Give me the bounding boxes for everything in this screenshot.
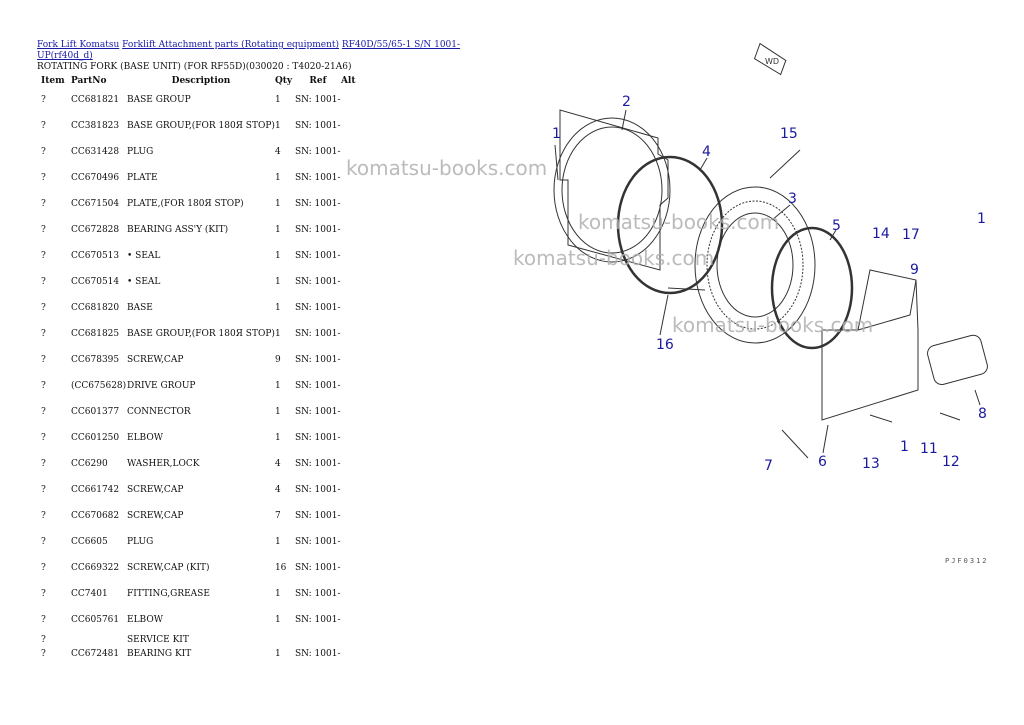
description-cell: ELBOW <box>127 432 163 443</box>
alt-cell <box>341 555 371 581</box>
parts-table <box>37 75 371 661</box>
description-cell: SCREW,CAP <box>127 354 184 365</box>
description-cell: DRIVE GROUP <box>127 380 196 391</box>
callout-number: 1 <box>900 439 909 455</box>
qty-cell: 1 <box>274 302 281 313</box>
alt-cell <box>341 529 371 555</box>
table-row <box>37 165 371 191</box>
callout-number: 6 <box>818 454 827 470</box>
callout-number: 7 <box>764 458 773 474</box>
ref-cell: SN: 1001- <box>294 94 341 105</box>
qty-cell: 16 <box>274 562 287 573</box>
ref-cell: SN: 1001- <box>294 328 341 339</box>
item-cell: ? <box>41 94 46 105</box>
qty-cell: 1 <box>274 94 281 105</box>
partno-cell: CC6290 <box>71 458 108 469</box>
screw-13 <box>870 415 892 422</box>
description-cell: BASE <box>127 302 153 313</box>
table-row <box>37 451 371 477</box>
item-cell: ? <box>41 120 46 131</box>
leader-8 <box>975 390 980 405</box>
table-row <box>37 425 371 451</box>
breadcrumb-link-model[interactable]: RF40D/55/65-1 S/N 1001- <box>341 40 461 50</box>
partno-cell: CC605761 <box>71 614 120 625</box>
table-row <box>37 217 371 243</box>
description-cell: • SEAL <box>127 250 161 261</box>
alt-cell <box>341 191 371 217</box>
qty-cell: 1 <box>274 648 281 659</box>
table-row <box>37 113 371 139</box>
alt-cell <box>341 217 371 243</box>
callout-number: 3 <box>788 191 797 207</box>
qty-cell: 1 <box>274 250 281 261</box>
ref-cell: SN: 1001- <box>294 380 341 391</box>
description-cell: CONNECTOR <box>127 406 191 417</box>
description-cell: ELBOW <box>127 614 163 625</box>
callout-number: 5 <box>832 218 841 234</box>
description-cell: SCREW,CAP <box>127 484 184 495</box>
table-row <box>37 581 371 607</box>
partno-cell: CC7401 <box>71 588 108 599</box>
qty-cell: 1 <box>274 614 281 625</box>
description-cell: PLATE,(FOR 180Я STOP) <box>127 198 244 209</box>
partno-cell: CC669322 <box>71 562 120 573</box>
diagram-svg <box>540 30 1010 590</box>
header-ref: Ref <box>309 75 327 86</box>
qty-cell: 4 <box>274 458 281 469</box>
callout-number: 4 <box>702 144 711 160</box>
callout-number: 17 <box>902 227 920 243</box>
table-header-row <box>37 75 371 87</box>
item-cell: ? <box>41 250 46 261</box>
table-row <box>37 647 371 661</box>
partno-cell <box>71 633 127 647</box>
ref-cell: SN: 1001- <box>294 406 341 417</box>
ref-cell: SN: 1001- <box>294 648 341 659</box>
item-cell: ? <box>41 510 46 521</box>
item-cell: ? <box>41 432 46 443</box>
item-cell: ? <box>41 302 46 313</box>
callout-number: 1 <box>552 126 561 142</box>
qty-cell: 1 <box>274 276 281 287</box>
header-description: Description <box>171 75 231 86</box>
alt-cell <box>341 451 371 477</box>
header-partno: PartNo <box>71 75 107 86</box>
ref-cell: SN: 1001- <box>294 614 341 625</box>
wd-label: WD <box>765 57 780 66</box>
alt-cell <box>341 269 371 295</box>
alt-cell <box>341 633 371 647</box>
item-cell: ? <box>41 458 46 469</box>
partno-cell: CC381823 <box>71 120 120 131</box>
screw-7 <box>782 430 808 458</box>
alt-cell <box>341 113 371 139</box>
item-cell: ? <box>41 614 46 625</box>
table-row <box>37 269 371 295</box>
ref-cell: SN: 1001- <box>294 458 341 469</box>
qty-cell: 1 <box>274 432 281 443</box>
item-cell: ? <box>41 484 46 495</box>
item-cell: ? <box>41 406 46 417</box>
partno-cell: CC681820 <box>71 302 120 313</box>
callout-number: 13 <box>862 456 880 472</box>
table-row <box>37 529 371 555</box>
table-row <box>37 373 371 399</box>
ref-cell: SN: 1001- <box>294 172 341 183</box>
table-row <box>37 607 371 633</box>
ref-cell: SN: 1001- <box>294 224 341 235</box>
partno-cell: CC601377 <box>71 406 120 417</box>
qty-cell: 1 <box>274 380 281 391</box>
partno-cell: CC672481 <box>71 648 120 659</box>
alt-cell <box>341 87 371 113</box>
alt-cell <box>341 321 371 347</box>
partno-cell: CC670496 <box>71 172 120 183</box>
item-cell: ? <box>41 146 46 157</box>
callout-number: 2 <box>622 94 631 110</box>
ref-cell: SN: 1001- <box>294 588 341 599</box>
qty-cell: 9 <box>274 354 281 365</box>
partno-cell: CC6605 <box>71 536 108 547</box>
alt-cell <box>341 503 371 529</box>
ref-cell: SN: 1001- <box>294 302 341 313</box>
qty-cell: 1 <box>274 224 281 235</box>
ref-cell <box>295 633 341 647</box>
alt-cell <box>341 477 371 503</box>
qty-cell: 1 <box>274 588 281 599</box>
description-cell: PLATE <box>127 172 158 183</box>
item-cell: ? <box>41 588 46 599</box>
callout-number: 16 <box>656 337 674 353</box>
qty-cell: 4 <box>274 146 281 157</box>
description-cell: PLUG <box>127 146 154 157</box>
qty-cell: 4 <box>274 484 281 495</box>
partno-cell: CC671504 <box>71 198 120 209</box>
table-row <box>37 243 371 269</box>
item-cell: ? <box>41 172 46 183</box>
qty-cell: 1 <box>274 406 281 417</box>
qty-cell: 1 <box>274 536 281 547</box>
drawing-code: PJF0312 <box>945 557 989 565</box>
alt-cell <box>341 399 371 425</box>
ref-cell: SN: 1001- <box>294 146 341 157</box>
item-cell: ? <box>41 198 46 209</box>
ref-cell: SN: 1001- <box>294 510 341 521</box>
description-cell: SCREW,CAP <box>127 510 184 521</box>
plate-ring-inner <box>562 127 662 253</box>
partno-cell: CC681825 <box>71 328 120 339</box>
table-row <box>37 477 371 503</box>
description-cell: PLUG <box>127 536 154 547</box>
table-row <box>37 139 371 165</box>
alt-cell <box>341 425 371 451</box>
qty-cell: 1 <box>274 198 281 209</box>
description-cell: BEARING KIT <box>127 648 192 659</box>
alt-cell <box>341 243 371 269</box>
breadcrumb <box>37 40 507 62</box>
partno-cell: CC681821 <box>71 94 120 105</box>
base-frame-outline <box>822 270 918 420</box>
table-row <box>37 347 371 373</box>
partno-cell: CC670682 <box>71 510 120 521</box>
description-cell: BASE GROUP,(FOR 180Я STOP) <box>127 328 275 339</box>
item-cell: ? <box>41 224 46 235</box>
drive-body <box>926 333 989 386</box>
table-row <box>37 503 371 529</box>
alt-cell <box>341 647 371 661</box>
alt-cell <box>341 347 371 373</box>
partno-cell: CC672828 <box>71 224 120 235</box>
wd-arrow <box>752 44 788 75</box>
exploded-diagram <box>540 30 1010 590</box>
callout-number: 15 <box>780 126 798 142</box>
partno-cell: (CC675628) <box>71 380 127 391</box>
description-cell: BEARING ASS'Y (KIT) <box>127 224 229 235</box>
leader-16 <box>660 295 668 335</box>
description-cell: SCREW,CAP (KIT) <box>127 562 210 573</box>
partno-cell: CC670513 <box>71 250 120 261</box>
breadcrumb-link-attachment[interactable]: Forklift Attachment parts (Rotating equipment) <box>122 40 340 50</box>
description-cell: SERVICE KIT <box>127 634 189 645</box>
table-row <box>37 321 371 347</box>
partno-cell: CC661742 <box>71 484 120 495</box>
qty-cell: 1 <box>274 172 281 183</box>
ref-cell: SN: 1001- <box>294 276 341 287</box>
qty-cell: 1 <box>274 328 281 339</box>
ref-cell: SN: 1001- <box>294 120 341 131</box>
callout-number: 12 <box>942 454 960 470</box>
parts-list-panel <box>37 40 507 661</box>
partno-cell: CC678395 <box>71 354 120 365</box>
ref-cell: SN: 1001- <box>294 562 341 573</box>
leader-6 <box>823 425 828 453</box>
alt-cell <box>341 295 371 321</box>
description-cell: • SEAL <box>127 276 161 287</box>
item-cell: ? <box>41 380 46 391</box>
callout-number: 1 <box>977 211 986 227</box>
ref-cell: SN: 1001- <box>294 250 341 261</box>
item-cell: ? <box>41 276 46 287</box>
item-cell: ? <box>41 562 46 573</box>
item-cell: ? <box>41 536 46 547</box>
ref-cell: SN: 1001- <box>294 432 341 443</box>
plate-ring-outer <box>554 118 670 262</box>
table-row <box>37 87 371 113</box>
description-cell: WASHER,LOCK <box>127 458 200 469</box>
item-cell: ? <box>41 354 46 365</box>
alt-cell <box>341 581 371 607</box>
ref-cell: SN: 1001- <box>294 198 341 209</box>
ref-cell: SN: 1001- <box>294 484 341 495</box>
partno-cell: CC601250 <box>71 432 120 443</box>
qty-cell: 7 <box>274 510 281 521</box>
table-row <box>37 399 371 425</box>
watermark-4: komatsu-books.com <box>672 313 874 337</box>
item-cell: ? <box>41 648 46 659</box>
page-title: ROTATING FORK (BASE UNIT) (FOR RF55D)(030020 : T4020-21A6) <box>37 62 352 72</box>
callout-number: 8 <box>978 406 987 422</box>
screw-15 <box>770 150 800 178</box>
callout-number: 14 <box>872 226 890 242</box>
qty-cell <box>275 633 295 647</box>
callout-number: 11 <box>920 441 938 457</box>
table-row <box>37 295 371 321</box>
item-cell: ? <box>41 634 46 645</box>
description-cell: BASE GROUP,(FOR 180Я STOP) <box>127 120 275 131</box>
table-row <box>37 555 371 581</box>
breadcrumb-link-fork-lift[interactable]: Fork Lift Komatsu <box>37 40 120 50</box>
screw-12 <box>940 413 960 420</box>
partno-cell: CC670514 <box>71 276 120 287</box>
alt-cell <box>341 373 371 399</box>
callout-number: 9 <box>910 262 919 278</box>
ref-cell: SN: 1001- <box>294 354 341 365</box>
description-cell: FITTING,GREASE <box>127 588 210 599</box>
table-row <box>37 191 371 217</box>
header-alt: Alt <box>340 75 356 86</box>
partno-cell: CC631428 <box>71 146 120 157</box>
alt-cell <box>341 607 371 633</box>
ref-cell: SN: 1001- <box>294 536 341 547</box>
header-item: Item <box>41 75 65 86</box>
table-row <box>37 633 371 647</box>
watermark-1: komatsu-books.com <box>346 156 548 180</box>
header-qty: Qty <box>274 75 293 86</box>
item-cell: ? <box>41 328 46 339</box>
watermark-2: komatsu-books.com <box>578 210 780 234</box>
breadcrumb-link-model-cont[interactable]: UP(rf40d_d) <box>37 51 93 61</box>
watermark-3: komatsu-books.com <box>513 246 715 270</box>
qty-cell: 1 <box>274 120 281 131</box>
description-cell: BASE GROUP <box>127 94 191 105</box>
